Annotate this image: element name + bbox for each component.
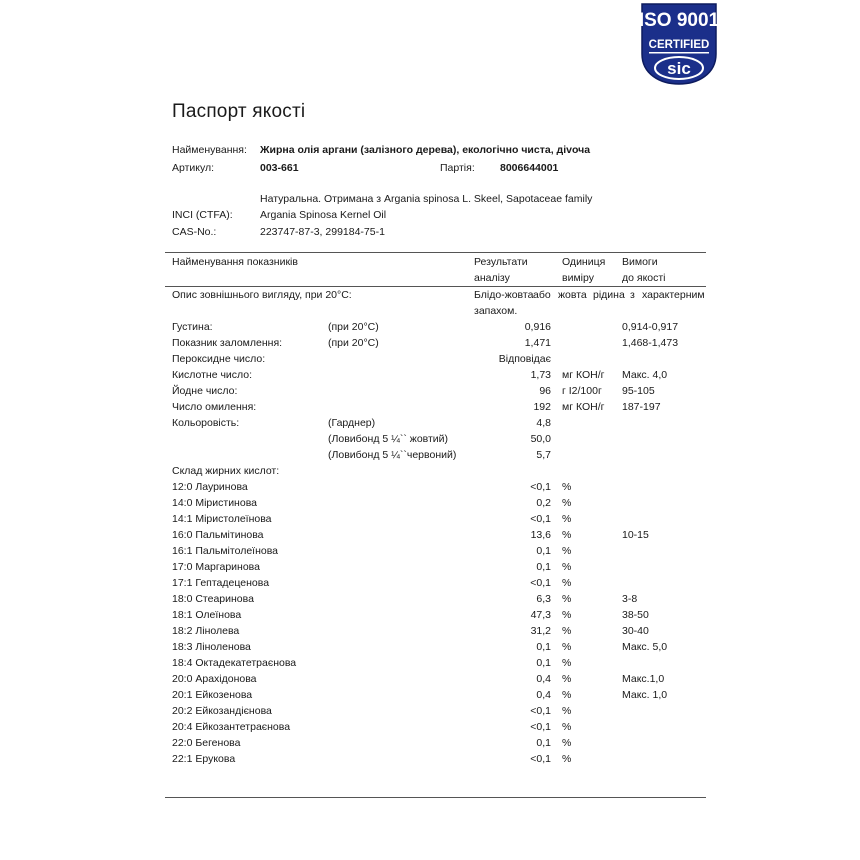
requirement-value: Макс.1,0 [622, 673, 665, 685]
table-row [0, 641, 860, 657]
result-value: <0,1 [530, 705, 551, 717]
cas-value: 223747-87-3, 299184-75-1 [260, 226, 385, 238]
appearance-word-4: рідина [593, 289, 625, 301]
table-row [0, 561, 860, 577]
indicator-name: 14:0 Міристинова [172, 497, 257, 509]
indicator-name: Показник заломлення: [172, 337, 283, 349]
result-value: 6,3 [536, 593, 551, 605]
table-row [0, 737, 860, 753]
result-value: 1,471 [524, 337, 551, 349]
result-value: 192 [533, 401, 551, 413]
indicator-name: 17:0 Маргаринова [172, 561, 260, 573]
cas-label: CAS-No.: [172, 226, 217, 238]
table-row [0, 417, 860, 433]
indicator-name: 22:1 Ерукова [172, 753, 236, 765]
requirement-value: 38-50 [622, 609, 649, 621]
appearance-word-1: Блідо-жовта [474, 289, 534, 301]
result-value: <0,1 [530, 481, 551, 493]
table-row [0, 401, 860, 417]
indicator-name: Кольоровість: [172, 417, 240, 429]
unit-value: г I2/100г [562, 385, 602, 397]
requirement-value: Макс. 5,0 [622, 641, 668, 653]
result-value: 0,4 [536, 689, 551, 701]
table-row [0, 577, 860, 593]
result-value: 31,2 [530, 625, 551, 637]
table-row [0, 465, 860, 481]
requirement-value: 3-8 [622, 593, 638, 605]
result-value: 96 [539, 385, 551, 397]
header-unit-1: Одиниця [562, 256, 606, 268]
indicator-name: 20:1 Ейкозенова [172, 689, 253, 701]
origin-text: Натуральна. Отримана з Argania spinosa L. Skeel, Sapotaceae family [260, 193, 593, 205]
unit-value: % [562, 481, 572, 493]
requirement-value: 30-40 [622, 625, 649, 637]
result-value: 47,3 [530, 609, 551, 621]
result-value: 0,1 [536, 641, 551, 653]
name-value: Жирна олія аргани (залізного дерева), екологічно чиста, діvоча [260, 144, 591, 156]
appearance-word-3: жовта [558, 289, 587, 301]
logo-sic-text: sic [667, 59, 691, 78]
table-row [0, 689, 860, 705]
indicator-name: 18:4 Октадекатетраєнова [172, 657, 297, 669]
table-row [0, 529, 860, 545]
unit-value: % [562, 657, 572, 669]
appearance-word-5: з [630, 289, 635, 301]
header-indicators: Найменування показників [172, 256, 298, 268]
unit-value: % [562, 705, 572, 717]
indicator-name: Число омилення: [172, 401, 257, 413]
table-row [0, 433, 860, 449]
logo-iso-text: ISO 9001 [640, 10, 718, 31]
table-top-rule [165, 252, 706, 253]
header-requirements-1: Вимоги [622, 256, 658, 268]
header-unit-2: виміру [562, 272, 594, 284]
indicator-name: 18:1 Олеїнова [172, 609, 242, 621]
table-row [0, 497, 860, 513]
unit-value: % [562, 641, 572, 653]
requirement-value: 10-15 [622, 529, 649, 541]
indicator-condition: (Гарднер) [328, 417, 376, 429]
result-value: 4,8 [536, 417, 551, 429]
name-label: Найменування: [172, 144, 247, 156]
unit-value: % [562, 753, 572, 765]
result-value: <0,1 [530, 721, 551, 733]
table-row [0, 673, 860, 689]
indicator-name: 18:0 Стеаринова [172, 593, 254, 605]
table-row [0, 353, 860, 369]
unit-value: % [562, 497, 572, 509]
unit-value: % [562, 737, 572, 749]
table-row [0, 721, 860, 737]
requirement-value: Макс. 1,0 [622, 689, 668, 701]
indicator-name: 16:0 Пальмітинова [172, 529, 264, 541]
result-value: 50,0 [530, 433, 551, 445]
result-value: 0,1 [536, 561, 551, 573]
result-value: 0,916 [524, 321, 551, 333]
requirement-value: Макс. 4,0 [622, 369, 668, 381]
result-value: 0,1 [536, 657, 551, 669]
header-requirements-2: до якості [622, 272, 666, 284]
unit-value: % [562, 513, 572, 525]
indicator-name: Пероксидне число: [172, 353, 266, 365]
result-value: <0,1 [530, 753, 551, 765]
result-value: 1,73 [530, 369, 551, 381]
indicator-name: 18:3 Ліноленова [172, 641, 251, 653]
indicator-name: Кислотне число: [172, 369, 253, 381]
header-results-1: Результати [474, 256, 528, 268]
result-value: 5,7 [536, 449, 551, 461]
batch-label: Партія: [440, 162, 475, 174]
requirement-value: 1,468-1,473 [622, 337, 679, 349]
result-value: 0,4 [536, 673, 551, 685]
unit-value: % [562, 561, 572, 573]
unit-value: % [562, 689, 572, 701]
table-row [0, 385, 860, 401]
unit-value: % [562, 593, 572, 605]
indicator-name: Густина: [172, 321, 213, 333]
indicator-name: 20:4 Ейкозантетраєнова [172, 721, 291, 733]
unit-value: мг КОН/г [562, 369, 605, 381]
unit-value: % [562, 673, 572, 685]
requirement-value: 187-197 [622, 401, 661, 413]
indicator-condition: (при 20°С) [328, 321, 379, 333]
table-header-rule [165, 286, 706, 287]
indicator-name: 12:0 Лауринова [172, 481, 248, 493]
indicator-name: 20:2 Ейкозандієнова [172, 705, 272, 717]
result-value: Відповідає [498, 353, 551, 365]
indicator-name: 16:1 Пальмітолеїнова [172, 545, 279, 557]
table-row [0, 481, 860, 497]
table-row [0, 753, 860, 769]
table-row [0, 545, 860, 561]
table-row [0, 369, 860, 385]
result-value: 13,6 [530, 529, 551, 541]
unit-value: % [562, 721, 572, 733]
indicator-name: 14:1 Міристолеїнова [172, 513, 272, 525]
indicator-condition: (Ловибонд 5 ¼`` жовтий) [328, 433, 449, 445]
batch-value: 8006644001 [500, 162, 559, 174]
logo-certified-text: CERTIFIED [648, 39, 710, 51]
indicator-name: Йодне число: [172, 385, 238, 397]
table-row [0, 513, 860, 529]
article-value: 003-661 [260, 162, 299, 174]
indicator-condition: (Ловибонд 5 ¼``червоний) [328, 449, 457, 461]
page-title: Паспорт якості [172, 101, 306, 122]
table-bottom-rule [165, 797, 706, 798]
table-row [0, 705, 860, 721]
table-row [0, 449, 860, 465]
header-results-2: аналізу [474, 272, 510, 284]
indicator-name: Склад жирних кислот: [172, 465, 280, 477]
result-value: <0,1 [530, 513, 551, 525]
table-row [0, 609, 860, 625]
appearance-word-6: характерним [642, 289, 705, 301]
indicator-name: 22:0 Бегенова [172, 737, 241, 749]
result-value: <0,1 [530, 577, 551, 589]
indicator-name: 17:1 Гептадеценова [172, 577, 270, 589]
indicator-name: 18:2 Лінолева [172, 625, 240, 637]
requirement-value: 95-105 [622, 385, 655, 397]
indicator-name: 20:0 Арахідонова [172, 673, 257, 685]
table-row [0, 337, 860, 353]
iso-9001-logo [640, 2, 718, 86]
result-value: 0,1 [536, 737, 551, 749]
appearance-label: Опис зовнішнього вигляду, при 20°С: [172, 289, 352, 301]
table-row [0, 625, 860, 641]
table-row [0, 593, 860, 609]
unit-value: % [562, 577, 572, 589]
unit-value: мг КОН/г [562, 401, 605, 413]
table-row [0, 321, 860, 337]
unit-value: % [562, 625, 572, 637]
unit-value: % [562, 609, 572, 621]
appearance-word-2: або [533, 289, 551, 301]
result-value: 0,1 [536, 545, 551, 557]
inci-label: INCI (CTFA): [172, 209, 233, 221]
article-label: Артикул: [172, 162, 215, 174]
indicator-condition: (при 20°С) [328, 337, 379, 349]
unit-value: % [562, 545, 572, 557]
appearance-line-2: запахом. [474, 305, 518, 317]
unit-value: % [562, 529, 572, 541]
inci-value: Argania Spinosa Kernel Oil [260, 209, 387, 221]
result-value: 0,2 [536, 497, 551, 509]
table-row [0, 657, 860, 673]
requirement-value: 0,914-0,917 [622, 321, 679, 333]
